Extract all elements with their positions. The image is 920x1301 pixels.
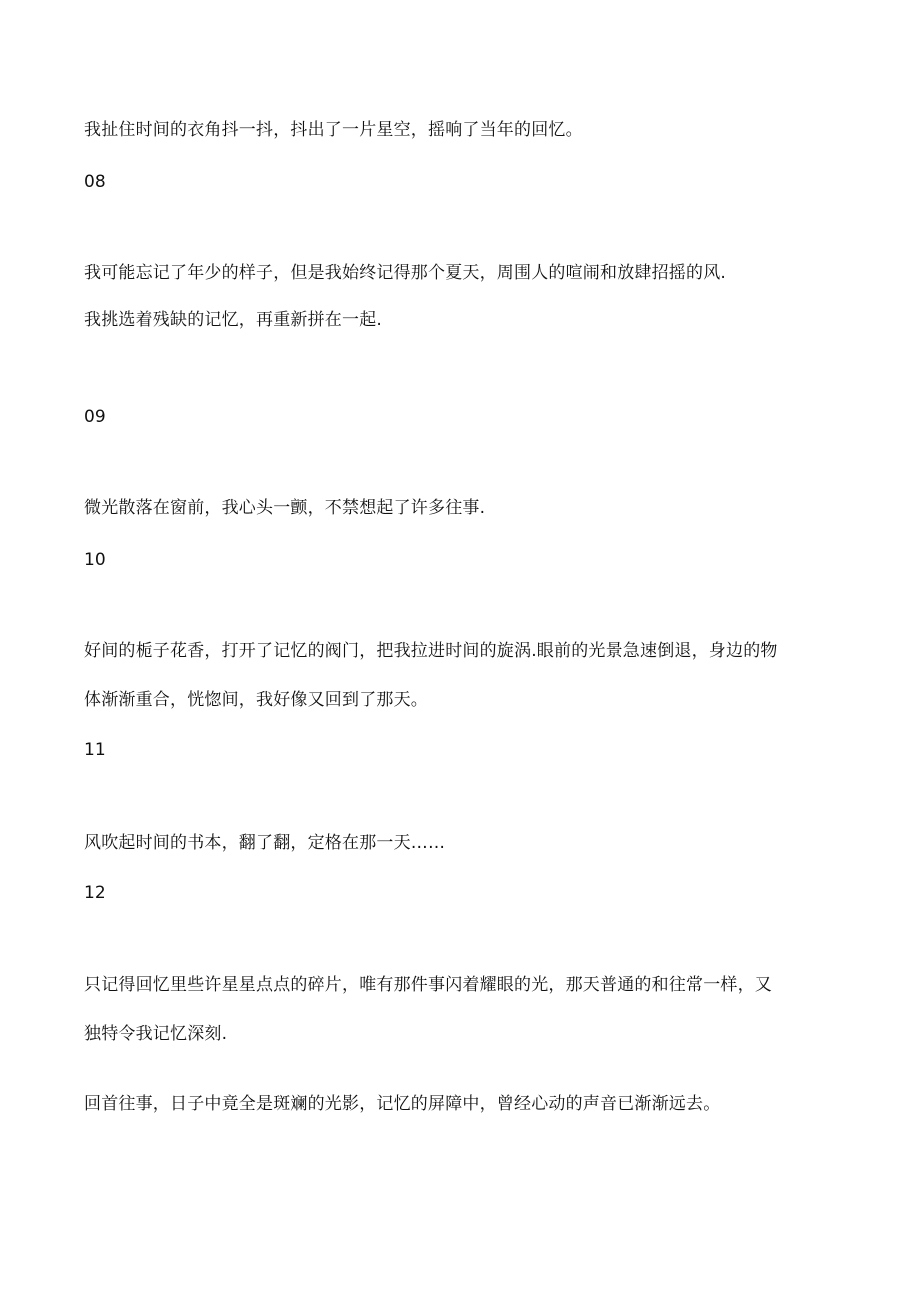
paragraph-line: 我可能忘记了年少的样子，但是我始终记得那个夏天，周围人的喧闹和放肆招摇的风. (84, 263, 727, 283)
paragraph-line: 独特令我记忆深刻. (84, 1024, 228, 1044)
section-number: 12 (84, 883, 106, 903)
section-number: 08 (84, 172, 106, 192)
section-number: 11 (84, 740, 106, 760)
paragraph-line: 我挑选着残缺的记忆，再重新拼在一起. (84, 310, 383, 330)
paragraph-line: 体渐渐重合，恍惚间，我好像又回到了那天。 (84, 690, 428, 710)
section-number: 09 (84, 407, 106, 427)
paragraph-line: 风吹起时间的书本，翻了翻，定格在那一天…… (84, 833, 446, 853)
paragraph-line: 好间的栀子花香，打开了记忆的阀门，把我拉进时间的旋涡.眼前的光景急速倒退，身边的物 (84, 641, 778, 661)
paragraph-line: 微光散落在窗前，我心头一颤，不禁想起了许多往事. (84, 498, 486, 518)
paragraph-line: 我扯住时间的衣角抖一抖，抖出了一片星空，摇响了当年的回忆。 (84, 120, 583, 140)
paragraph-line: 回首往事，日子中竟全是斑斓的光影，记忆的屏障中，曾经心动的声音已渐渐远去。 (84, 1094, 721, 1114)
section-number: 10 (84, 550, 106, 570)
paragraph-line: 只记得回忆里些许星星点点的碎片，唯有那件事闪着耀眼的光，那天普通的和往常一样，又 (84, 975, 772, 995)
